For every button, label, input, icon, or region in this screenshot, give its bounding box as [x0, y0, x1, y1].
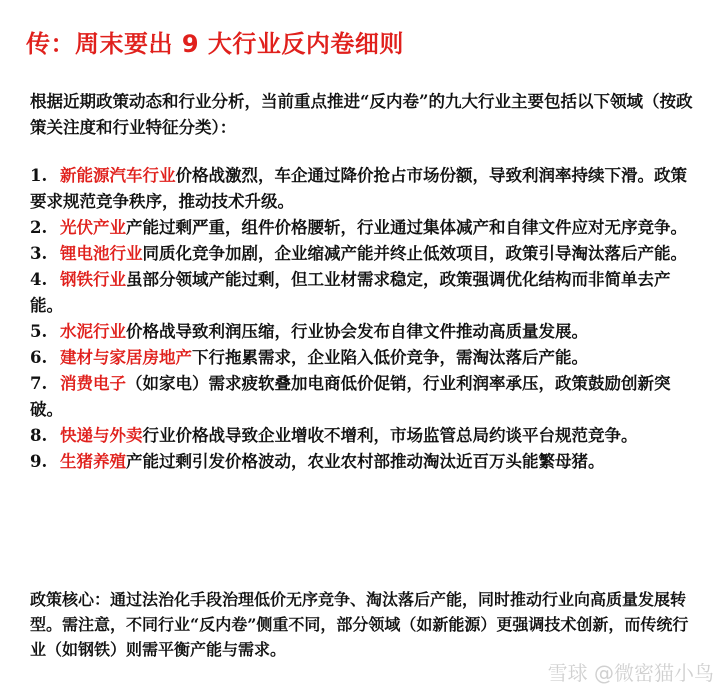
- list-item: [30, 423, 702, 449]
- watermark: 雪球 @微密猫小鸟: [547, 661, 714, 685]
- industry-name: 建材与家居房地产: [60, 348, 192, 367]
- item-text: 行业价格战导致企业增收不增利，市场监管总局约谈平台规范竞争。: [142, 426, 638, 445]
- industry-name: 生猪养殖: [60, 452, 126, 471]
- list-item: [30, 163, 702, 215]
- item-number: 1.: [30, 166, 48, 185]
- industry-name: 锂电池行业: [60, 244, 143, 263]
- item-number: 8.: [30, 426, 48, 445]
- item-text: （如家电）需求疲软叠加电商低价促销，行业利润率承压，政策鼓励创新突破。: [30, 374, 671, 419]
- item-text: 同质化竞争加剧，企业缩减产能并终止低效项目，政策引导淘汰落后产能。: [142, 244, 687, 263]
- industry-name: 消费电子: [60, 374, 126, 393]
- list-item: [30, 319, 702, 345]
- list-item: [30, 215, 702, 241]
- item-number: 4.: [30, 270, 48, 289]
- industry-list: [30, 163, 702, 475]
- item-text: 价格战导致利润压缩，行业协会发布自律文件推动高质量发展。: [126, 322, 588, 341]
- industry-name: 光伏产业: [60, 218, 126, 237]
- item-number: 3.: [30, 244, 48, 263]
- page-title: 传：周末要出 9 大行业反内卷细则: [26, 30, 404, 58]
- intro-paragraph: 根据近期政策动态和行业分析，当前重点推进“反内卷”的九大行业主要包括以下领域（按政策关注度和行业特征分类）：: [30, 92, 693, 137]
- list-item: [30, 241, 702, 267]
- item-number: 7.: [30, 374, 48, 393]
- item-number: 2.: [30, 218, 48, 237]
- industry-name: 快递与外卖: [60, 426, 143, 445]
- industry-name: 水泥行业: [60, 322, 126, 341]
- item-number: 9.: [30, 452, 48, 471]
- list-item: [30, 345, 702, 371]
- policy-core-paragraph: 政策核心：通过法治化手段治理低价无序竞争、淘汰落后产能，同时推动行业向高质量发展转型。需注意，不同行业“反内卷”侧重不同，部分领域（如新能源）更强调技术创新，而传统行业（如钢铁）则需平衡产能与需求。: [30, 590, 689, 659]
- item-number: 6.: [30, 348, 48, 367]
- item-number: 5.: [30, 322, 48, 341]
- industry-name: 新能源汽车行业: [60, 166, 176, 185]
- item-text: 虽部分领域产能过剩，但工业材需求稳定，政策强调优化结构而非简单去产能。: [30, 270, 671, 315]
- list-item: [30, 267, 702, 319]
- industry-name: 钢铁行业: [60, 270, 126, 289]
- list-item: [30, 371, 702, 423]
- item-text: 价格战激烈，车企通过降价抢占市场份额，导致利润率持续下滑。政策要求规范竞争秩序，推动技术升级。: [30, 166, 687, 211]
- item-text: 产能过剩引发价格波动，农业农村部推动淘汰近百万头能繁母猪。: [126, 452, 605, 471]
- item-text: 下行拖累需求，企业陷入低价竞争，需淘汰落后产能。: [192, 348, 588, 367]
- item-text: 产能过剩严重，组件价格腰斩，行业通过集体减产和自律文件应对无序竞争。: [126, 218, 687, 237]
- list-item: [30, 449, 702, 475]
